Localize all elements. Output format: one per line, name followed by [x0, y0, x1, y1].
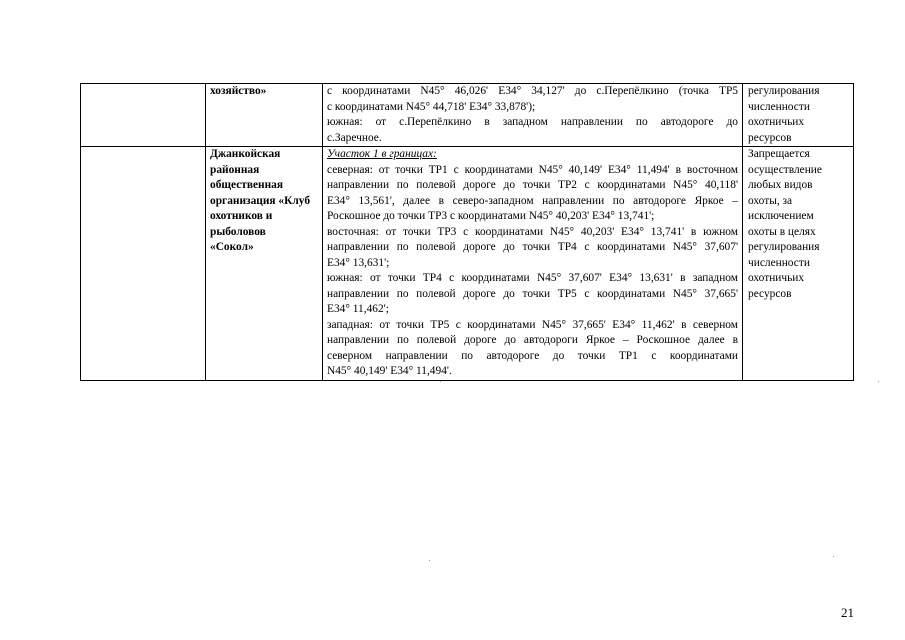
table-row-sokol — [81, 147, 854, 381]
restriction-line: охотничьих — [748, 272, 805, 284]
scan-speck — [440, 381, 441, 382]
section-title: Участок 1 в границах: — [327, 148, 437, 160]
boundary-line: с.Заречное. — [327, 131, 382, 144]
boundary-line: Роскошное до точки ТР3 с координатами N45° 40,203' E34° 13,741'; — [327, 210, 655, 222]
restriction-line: исключением — [748, 210, 814, 222]
boundary-line: направлении по полевой дороге до точки ТР4 с координатами N45° 37,607' — [327, 241, 738, 253]
organization-line: организация «Клуб — [210, 194, 311, 207]
scan-speck — [429, 560, 430, 561]
boundary-line: E34° 11,462'; — [327, 303, 389, 315]
boundary-line: направлении по полевой дороге до автодороги Яркое – Роскошное далее в — [327, 334, 738, 346]
restriction-cell — [743, 147, 854, 381]
boundaries-cell — [323, 147, 743, 381]
boundary-line: направлении по полевой дороге до точки ТР5 с координатами N45° 37,665' — [327, 287, 738, 300]
restriction-line: осуществление — [748, 163, 822, 176]
organization-line: хозяйство» — [210, 85, 267, 97]
boundary-line: E34° 13,631'; — [327, 256, 390, 269]
organization-cell — [206, 84, 323, 147]
scan-speck — [833, 556, 834, 557]
boundary-line: восточная: от точки ТР3 с координатами N45° 40,203' E34° 13,741' в южном — [327, 225, 738, 238]
organization-line: районная — [210, 163, 260, 176]
restriction-line: любых видов — [748, 179, 813, 191]
organization-line: «Сокол» — [210, 241, 254, 253]
organization-line: Джанкойская — [210, 148, 281, 160]
restriction-line: охотничьих — [748, 116, 805, 128]
restriction-line: ресурсов — [748, 287, 792, 300]
restriction-line: численности — [748, 100, 810, 113]
organization-line: охотников и — [210, 210, 273, 222]
row-number-cell — [81, 84, 206, 147]
organization-line: общественная — [210, 179, 284, 191]
boundaries-cell — [323, 84, 743, 147]
restriction-line: численности — [748, 256, 810, 269]
hunting-grounds-table — [80, 83, 854, 381]
table-row-continuation — [81, 84, 854, 147]
boundary-line: с координатами N45° 44,718' E34° 33,878'); — [327, 100, 536, 113]
boundary-line: западная: от точки ТР5 с координатами N45° 37,665' E34° 11,462' в северном — [327, 318, 738, 331]
boundary-line: с координатами N45° 46,026' E34° 34,127' до с.Перепёлкино (точка ТР5 — [327, 85, 738, 97]
restriction-line: регулирования — [748, 241, 820, 253]
restriction-line: регулирования — [748, 85, 820, 97]
row-number-cell — [81, 147, 206, 381]
scan-speck — [878, 381, 879, 382]
page-number: 21 — [841, 605, 854, 620]
boundary-line: северная: от точки ТР1 с координатами N45° 40,149' E34° 11,494' в восточном — [327, 163, 738, 176]
restriction-line: охоты в целях — [748, 225, 816, 238]
boundary-line: южная: от с.Перепёлкино в западном направлении по автодороге до — [327, 116, 738, 128]
organization-line: рыболовов — [210, 225, 266, 238]
restriction-line: Запрещается — [748, 148, 810, 160]
boundary-line: северном направлении по автодороге до точки ТР1 с координатами — [327, 349, 738, 362]
boundary-line: N45° 40,149' E34° 11,494'. — [327, 365, 452, 377]
boundary-line: южная: от точки ТР4 с координатами N45° 37,607' E34° 13,631' в западном — [327, 272, 738, 284]
restriction-line: охоты, за — [748, 194, 793, 207]
restriction-line: ресурсов — [748, 131, 792, 144]
boundary-line: направлении по полевой дороге до точки ТР2 с координатами N45° 40,118' — [327, 179, 738, 191]
boundary-line: E34° 13,561', далее в северо-западном направлении по автодороге Яркое – — [327, 194, 738, 207]
organization-cell — [206, 147, 323, 381]
restriction-cell — [743, 84, 854, 147]
